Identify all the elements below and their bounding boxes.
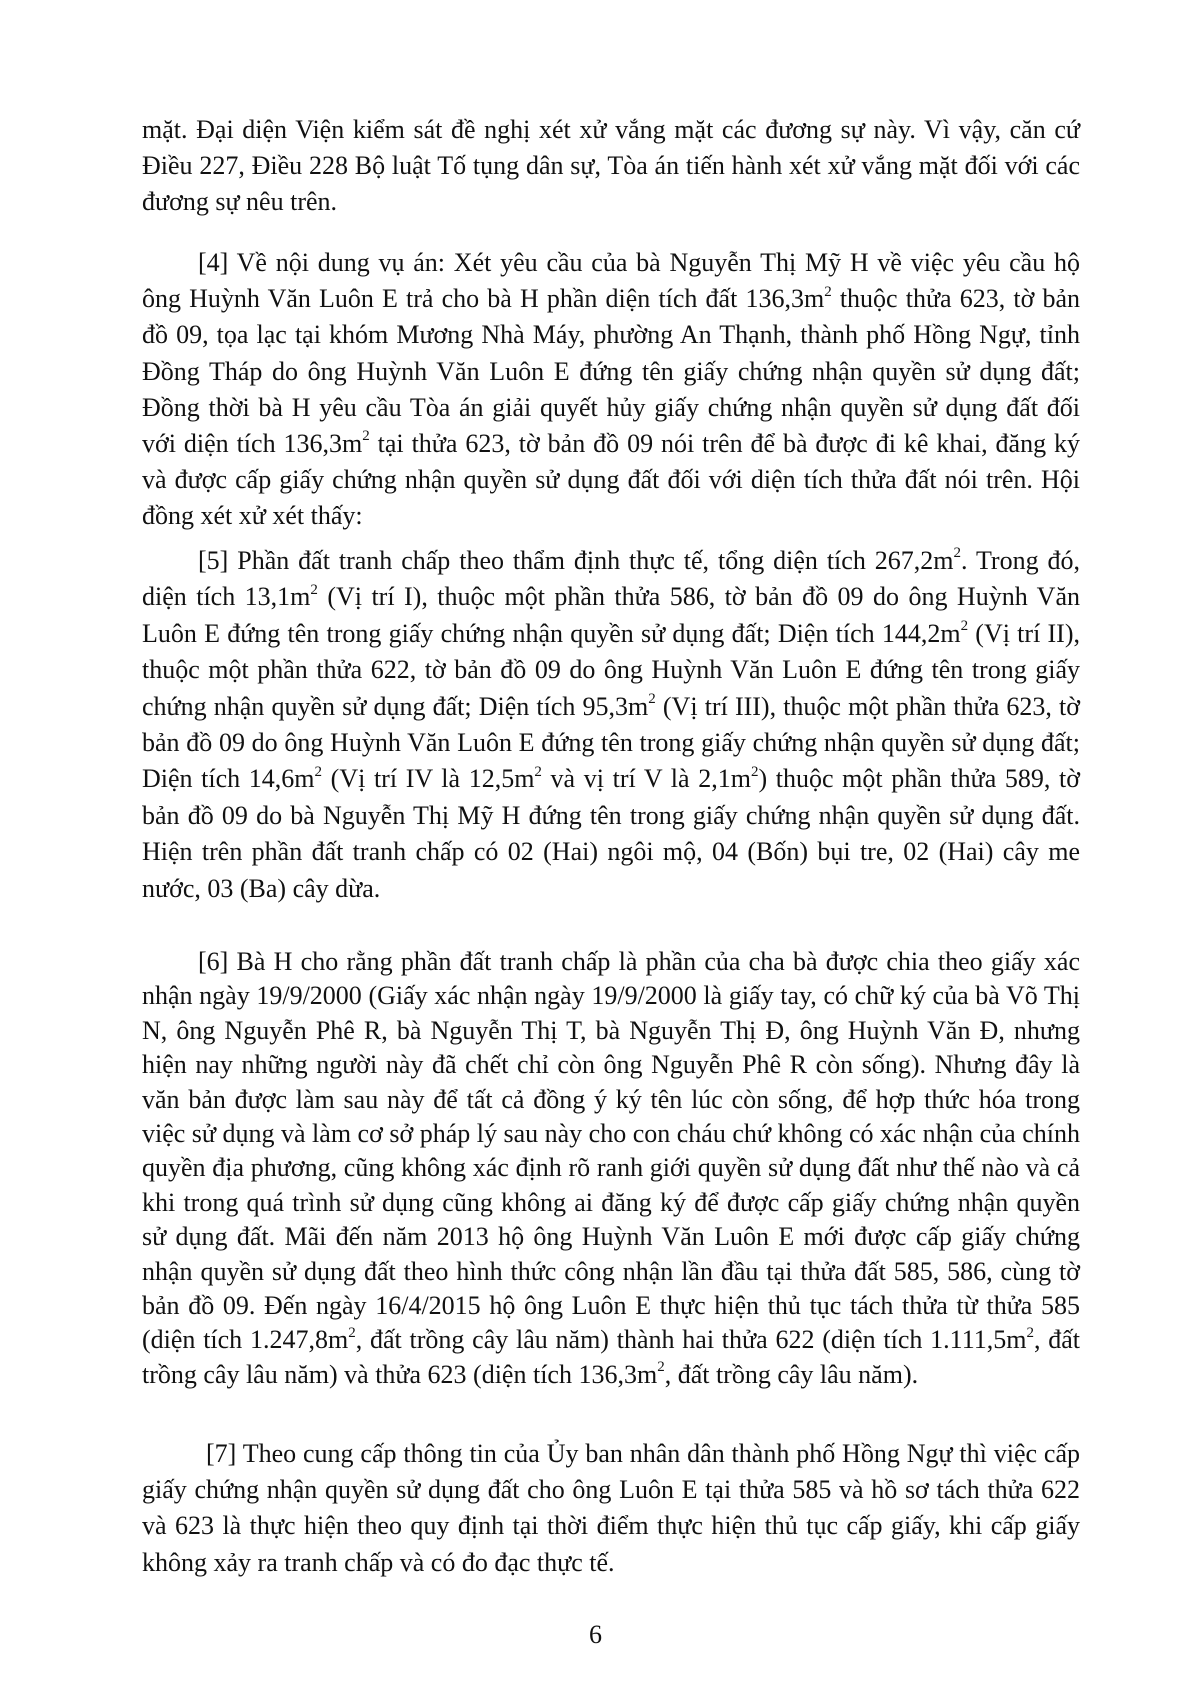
- paragraph-continuation: [142, 112, 1080, 221]
- paragraph-text: , đất trồng cây lâu năm) thành hai thửa 622 (diện tích 1.111,5m: [355, 1325, 1027, 1355]
- superscript: 2: [657, 1359, 665, 1376]
- superscript: 2: [648, 690, 656, 707]
- paragraph-text: . Trong đó, diện tích 13,1m: [142, 546, 1081, 612]
- paragraph-text: [6] Bà H cho rằng phần đất tranh chấp là phần của cha bà được chia theo giấy xác nhận ngày 19/9/2000 (Giấy xác nhận ngày 19/9/2000 là giấy tay, có chữ ký của bà Võ Thị N, ông Nguyễn Phê R, bà Nguyễn Thị T, bà Nguyễn Thị Đ, ông Huỳnh Văn Đ, nhưng hiện nay những người này đã chết chỉ còn ông Nguyễn Phê R còn sống). Nhưng đây là văn bản được làm sau này để tất cả đồng ý ký tên lúc còn sống, để hợp thức hóa trong việc sử dụng và làm cơ sở pháp lý sau này cho con cháu chứ không có xác nhận của chính quyền địa phương, cũng không xác định rõ ranh giới quyền sử dụng đất như thế nào và cả khi trong quá trình sử dụng cũng không ai đăng ký để được cấp giấy chứng nhận quyền sử dụng đất. Mãi đến năm 2013 hộ ông Huỳnh Văn Luôn E mới được cấp giấy chứng nhận quyền sử dụng đất theo hình thức công nhận lần đầu tại thửa đất 585, 586, cùng tờ bản đồ 09. Đến ngày 16/4/2015 hộ ông Luôn E thực hiện thủ tục tách thửa từ thửa 585 (diện tích 1.247,8m: [142, 947, 1080, 1355]
- superscript: 2: [310, 581, 318, 598]
- page-number: 6: [589, 1620, 602, 1649]
- superscript: 2: [953, 545, 961, 562]
- superscript: 2: [362, 428, 370, 445]
- paragraph-text: (Vị trí II), thuộc một phần thửa 622, tờ bản đồ 09 do ông Huỳnh Văn Luôn E đứng tên trong giấy chứng nhận quyền sử dụng đất; Diện tích 95,3m: [142, 618, 1080, 721]
- paragraph-text: [4] Về nội dung vụ án: Xét yêu cầu của bà Nguyễn Thị Mỹ H về việc yêu cầu hộ ông Huỳnh Văn Luôn E trả cho bà H phần diện tích đất 136,3m: [142, 248, 1080, 314]
- paragraph-text: và vị trí V là 2,1m: [541, 764, 751, 794]
- paragraph-text: [5] Phần đất tranh chấp theo thẩm định thực tế, tổng diện tích 267,2m: [198, 546, 954, 575]
- paragraph-text: thuộc thửa 623, tờ bản đồ 09, tọa lạc tại khóm Mương Nhà Máy, phường An Thạnh, thành phố Hồng Ngự, tỉnh Đồng Tháp do ông Huỳnh Văn Luôn E đứng tên giấy chứng nhận quyền sử dụng đất; Đồng thời bà H yêu cầu Tòa án giải quyết hủy giấy chứng nhận quyền sử dụng đất đối với diện tích 136,3m: [142, 284, 1080, 459]
- paragraph-6: [142, 945, 1080, 1392]
- paragraph-text: tại thửa 623, tờ bản đồ 09 nói trên để bà được đi kê khai, đăng ký và được cấp giấy chứng nhận quyền sử dụng đất đối với diện tích thửa đất nói trên. Hội đồng xét xử xét thấy:: [142, 429, 1081, 531]
- paragraph-text: , đất trồng cây lâu năm).: [664, 1359, 919, 1389]
- superscript: 2: [960, 618, 969, 635]
- paragraph-7: [142, 1436, 1080, 1581]
- paragraph-4: [142, 245, 1080, 535]
- paragraph-text: (Vị trí IV là 12,5m: [322, 764, 535, 794]
- superscript: 2: [348, 1324, 356, 1341]
- paragraph-text: [7] Theo cung cấp thông tin của Ủy ban nhân dân thành phố Hồng Ngự thì việc cấp giấy chứng nhận quyền sử dụng đất cho ông Luôn E tại thửa 585 và hồ sơ tách thửa 622 và 623 là thực hiện theo quy định tại thời điểm thực hiện thủ tục cấp giấy, khi cấp giấy không xảy ra tranh chấp và có đo đạc thực tế.: [142, 1439, 1080, 1577]
- superscript: 2: [750, 763, 759, 780]
- paragraph-text: (Vị trí III), thuộc một phần thửa 623, tờ bản đồ 09 do ông Huỳnh Văn Luôn E đứng tên trong giấy chứng nhận quyền sử dụng đất; Diện tích 14,6m: [142, 691, 1080, 794]
- paragraph-5: [142, 543, 1080, 907]
- paragraph-text: , đất trồng cây lâu năm) và thửa 623 (diện tích 136,3m: [142, 1325, 1081, 1389]
- superscript: 2: [534, 763, 542, 780]
- superscript: 2: [314, 763, 323, 780]
- paragraph-text: ) thuộc một phần thửa 589, tờ bản đồ 09 do bà Nguyễn Thị Mỹ H đứng tên trong giấy chứng nhận quyền sử dụng đất. Hiện trên phần đất tranh chấp có 02 (Hai) ngôi mộ, 04 (Bốn) bụi tre, 02 (Hai) cây me nước, 03 (Ba) cây dừa.: [142, 764, 1080, 903]
- superscript: 2: [1026, 1324, 1034, 1341]
- paragraph-text: mặt. Đại diện Viện kiểm sát đề nghị xét xử vắng mặt các đương sự này. Vì vậy, căn cứ Điều 227, Điều 228 Bộ luật Tố tụng dân sự, Tòa án tiến hành xét xử vắng mặt đối với các đương sự nêu trên.: [142, 115, 1080, 217]
- superscript: 2: [824, 283, 832, 300]
- paragraph-text: (Vị trí I), thuộc một phần thửa 586, tờ bản đồ 09 do ông Huỳnh Văn Luôn E đứng tên trong giấy chứng nhận quyền sử dụng đất; Diện tích 144,2m: [142, 582, 1080, 648]
